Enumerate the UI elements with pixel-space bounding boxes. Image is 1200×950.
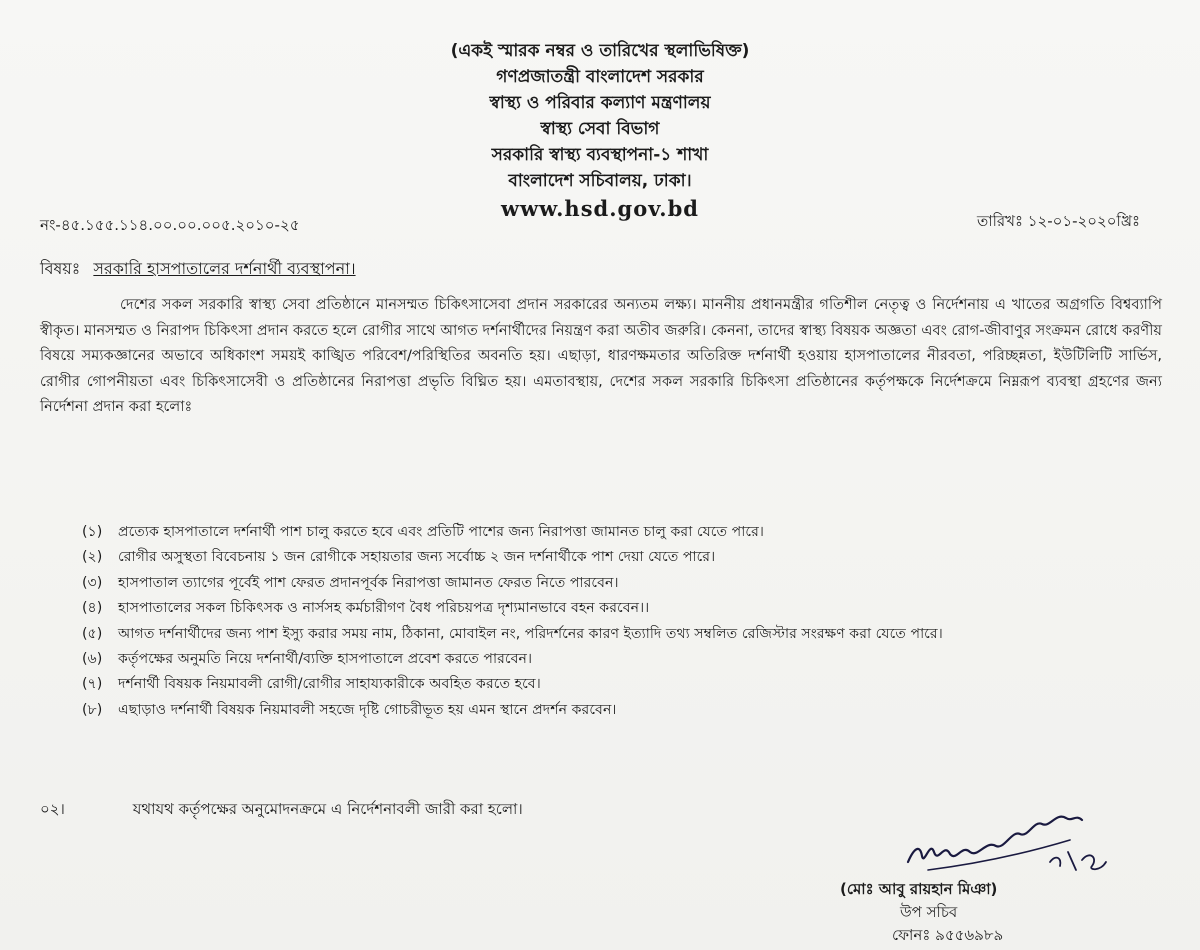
website-url: www.hsd.gov.bd — [501, 196, 699, 221]
list-item-number: (৩) — [82, 574, 103, 591]
list-item-number: (৪) — [82, 600, 103, 617]
list-item — [82, 596, 1162, 621]
memo-number: নং-৪৫.১৫৫.১১৪.০০.০০.০০৫.২০১০-২৫ — [40, 216, 300, 234]
government-name: গণপ্রজাতন্ত্রী বাংলাদেশ সরকার — [496, 67, 704, 87]
list-item-text: দর্শনার্থী বিষয়ক নিয়মাবলী রোগী/রোগীর সাহায্যকারীকে অবহিত করতে হবে। — [118, 676, 541, 693]
closing-line — [40, 798, 523, 823]
list-item — [82, 698, 1162, 723]
list-item-number: (৮) — [82, 701, 103, 718]
list-item — [82, 647, 1162, 672]
signatory-designation: উপ সচিব — [900, 903, 958, 921]
top-note: (একই স্মারক নম্বর ও তারিখের স্থলাভিষিক্ত) — [450, 41, 750, 61]
signatory-name: (মোঃ আবু রায়হান মিঞা) — [840, 880, 998, 898]
list-item-text: কর্তৃপক্ষের অনুমতি নিয়ে দর্শনার্থী/ব্যক্তি হাসপাতালে প্রবেশ করতে পারবেন। — [118, 651, 533, 668]
list-item — [82, 520, 1162, 545]
subject-line — [40, 256, 356, 283]
handwritten-signature — [900, 800, 1130, 880]
list-item — [82, 571, 1162, 596]
subject-label: বিষয়ঃ — [40, 259, 81, 278]
list-item-number: (৬) — [82, 651, 103, 668]
list-item — [82, 622, 1162, 647]
directive-list — [82, 520, 1162, 723]
closing-number: ০২। — [40, 800, 65, 818]
list-item-text: রোগীর অসুস্থতা বিবেচনায় ১ জন রোগীকে সহায়তার জন্য সর্বোচ্চ ২ জন দর্শনার্থীকে পাশ দেয়া যেতে পারে। — [118, 549, 716, 566]
list-item — [82, 545, 1162, 570]
branch-name: সরকারি স্বাস্থ্য ব্যবস্থাপনা-১ শাখা — [491, 145, 709, 165]
list-item-number: (৭) — [82, 676, 103, 693]
list-item-text: প্রত্যেক হাসপাতালে দর্শনার্থী পাশ চালু করতে হবে এবং প্রতিটি পাশের জন্য নিরাপত্তা জামানত চালু করা যেতে পারে। — [118, 524, 764, 540]
signature-block — [840, 878, 1003, 947]
body-paragraph: দেশের সকল সরকারি স্বাস্থ্য সেবা প্রতিষ্ঠানে মানসম্মত চিকিৎসাসেবা প্রদান সরকারের অন্যতম লক্ষ্য। মাননীয় প্রধানমন্ত্রীর গতিশীল নেতৃত্ব ও নির্দেশনায় এ খাতের অগ্রগতি বিশ্বব্যাপি স্বীকৃত। মানসম্মত ও নিরাপদ চিকিৎসা প্রদান করতে হলে রোগীর সাথে আগত দর্শনার্থীদের নিয়ন্ত্রণ করা অতীব জরুরি। কেননা, তাদের স্বাস্থ্য বিষয়ক অজ্ঞতা এবং রোগ-জীবাণুর সংক্রমন রোধে করণীয় বিষয়ে সম্যকজ্ঞানের অভাবে অধিকাংশ সময়ই কাঙ্খিত পরিবেশ/পরিস্থিতির অবনতি হয়। এছাড়া, ধারণক্ষমতার অতিরিক্ত দর্শনার্থী হওয়ায় হাসপাতালের নীরবতা, পরিচ্ছন্নতা, ইউটিলিটি সার্ভিস, রোগীর গোপনীয়তা এবং চিকিৎসাসেবী ও প্রতিষ্ঠানের নিরাপত্তা প্রভৃতি বিঘ্নিত হয়। এমতাবস্থায়, দেশের সকল সরকারি চিকিৎসা প্রতিষ্ঠানের কর্তৃপক্ষকে নির্দেশক্রমে নিম্নরূপ ব্যবস্থা গ্রহণের জন্য নির্দেশনা প্রদান করা হলোঃ — [40, 296, 1163, 415]
list-item-text: হাসপাতাল ত্যাগের পূর্বেই পাশ ফেরত প্রদানপূর্বক নিরাপত্তা জামানত ফেরত নিতে পারবেন। — [118, 574, 619, 591]
subject-text: সরকারি হাসপাতালের দর্শনার্থী ব্যবস্থাপনা। — [93, 259, 356, 278]
list-item — [82, 672, 1162, 697]
closing-text: যথাযথ কর্তৃপক্ষের অনুমোদনক্রমে এ নির্দেশনাবলী জারী করা হলো। — [132, 800, 523, 818]
list-item-number: (৫) — [82, 625, 103, 642]
list-item-text: হাসপাতালের সকল চিকিৎসক ও নার্সসহ কর্মচারীগণ বৈধ পরিচয়পত্র দৃশ্যমানভাবে বহন করবেন।। — [118, 600, 650, 617]
signatory-phone: ফোনঃ ৯৫৫৬৯৮৯ — [892, 926, 1004, 944]
division-name: স্বাস্থ্য সেবা বিভাগ — [540, 119, 660, 139]
office-address: বাংলাদেশ সচিবালয়, ঢাকা। — [508, 171, 692, 191]
list-item-text: আগত দর্শনার্থীদের জন্য পাশ ইস্যু করার সময় নাম, ঠিকানা, মোবাইল নং, পরিদর্শনের কারণ ইত্যাদি তথ্য সম্বলিত রেজিস্টার সংরক্ষণ করা যেতে পারে। — [118, 625, 943, 642]
memo-date: তারিখঃ ১২-০১-২০২০খ্রিঃ — [976, 212, 1140, 230]
list-item-number: (২) — [82, 549, 103, 566]
list-item-text: এছাড়াও দর্শনার্থী বিষয়ক নিয়মাবলী সহজে দৃষ্টি গোচরীভূত হয় এমন স্থানে প্রদর্শন করবেন। — [118, 701, 617, 718]
letterhead — [0, 38, 1200, 224]
ministry-name: স্বাস্থ্য ও পরিবার কল্যাণ মন্ত্রণালয় — [489, 93, 711, 113]
list-item-number: (১) — [82, 524, 103, 540]
